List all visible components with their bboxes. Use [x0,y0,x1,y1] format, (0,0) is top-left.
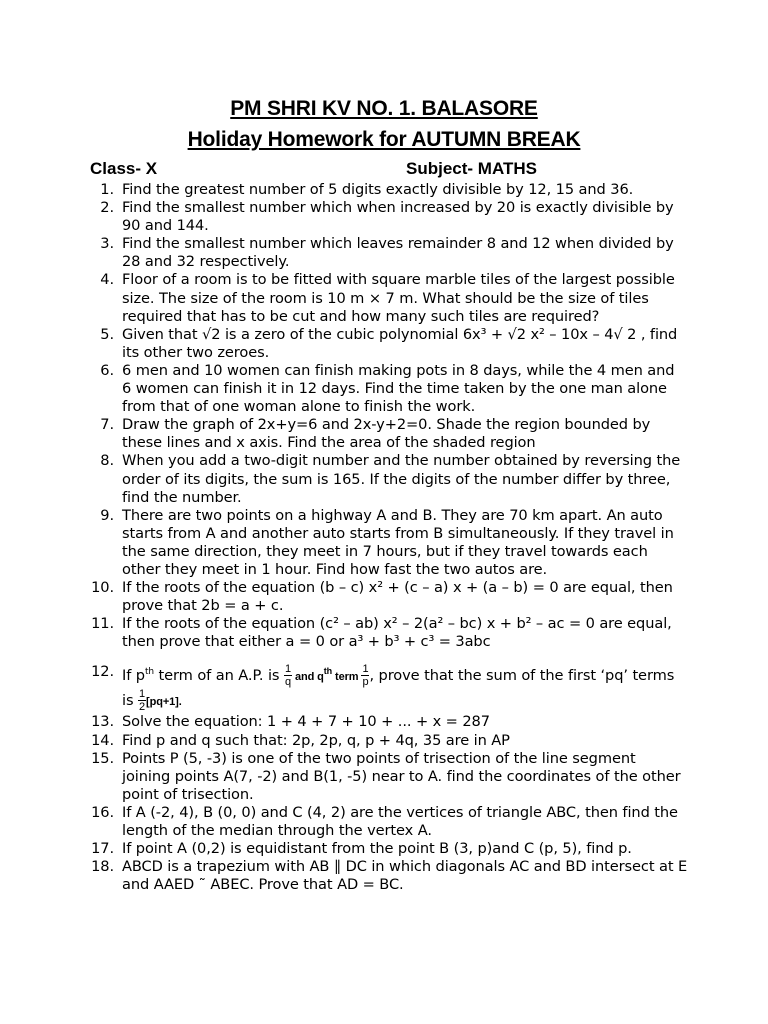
question-number: 10. [91,579,114,597]
question-item [0,271,768,325]
question-text: Find p and q such that: 2p, 2p, q, p + 4q, 35 are in AP [122,731,510,749]
question-item [0,362,768,416]
question-item [0,858,768,894]
question-number: 12. [91,663,114,681]
question-text: Draw the graph of 2x+y=6 and 2x-y+2=0. Shade the region bounded by these lines and x axis. Find the area of the shaded region [122,416,651,452]
question-list [0,181,768,894]
question-item [0,750,768,804]
homework-title: Holiday Homework for AUTUMN BREAK [187,128,581,151]
question-item [0,235,768,271]
question-item [0,804,768,840]
class-label: Class- X [90,159,158,178]
question-text: Solve the equation: 1 + 4 + 7 + 10 + ... + x = 287 [122,713,490,731]
question-text: 6 men and 10 women can finish making pots in 8 days, while the 4 men and 6 women can finish it in 12 days. Find the time taken by the one man alone from that of one woman alone to finish the work. [122,361,675,416]
question-number: 16. [91,803,114,821]
question-text: If the roots of the equation (b – c) x² + (c – a) x + (a – b) = 0 are equal, then prove that 2b = a + c. [122,579,673,615]
question-number: 17. [91,840,114,858]
question-number: 8. [100,452,114,470]
question-text: If A (-2, 4), B (0, 0) and C (4, 2) are the vertices of triangle ABC, then find the length of the median through the vertex A. [122,803,678,839]
question-item [0,713,768,731]
subject-label: Subject- MATHS [406,159,537,178]
fraction: $\frac{1}{q}$ [284,663,291,689]
question-number: 18. [91,858,114,876]
question-number: 15. [91,749,114,767]
fraction: $\frac{1}{p}$ [362,663,369,689]
question-number: 3. [100,235,114,253]
question-number: 6. [100,361,114,379]
question-item [0,507,768,579]
question-number: 13. [91,713,114,731]
question-number: 4. [100,271,114,289]
question-text: Find the smallest number which when increased by 20 is exactly divisible by 90 and 144. [122,199,674,235]
question-item [0,199,768,235]
question-item [0,452,768,506]
question-item [0,416,768,452]
question-item [0,579,768,615]
question-item [0,840,768,858]
question-item [0,651,768,713]
question-item [0,326,768,362]
question-text: Find the greatest number of 5 digits exactly divisible by 12, 15 and 36. [122,181,634,198]
question-text: ABCD is a trapezium with AB ∥ DC in which diagonals AC and BD intersect at E and AAED ˜ ABEC. Prove that AD = BC. [122,858,688,894]
question-item [0,732,768,750]
question-text: If $p^{th}$ term of an A.P. is $\frac{1}{q}$ and $q^{th}$ term $\frac{1}{p}$ , prove that the sum of the first ‘pq’ terms is $\frac{1}{2}$ [pq+1]. [122,663,675,714]
question-text: Points P (5, -3) is one of the two points of trisection of the line segment joining points A(7, -2) and B(1, -5) near to A. find the coordinates of the other point of trisection. [122,749,681,803]
question-text: When you add a two-digit number and the number obtained by reversing the order of its digits, the sum is 165. If the digits of the number differ by three, find the number. [122,452,681,506]
question-text: If point A (0,2) is equidistant from the point B (3, p)and C (p, 5), find p. [122,840,632,858]
question-text: Find the smallest number which leaves remainder 8 and 12 when divided by 28 and 32 respectively. [122,235,674,271]
school-title: PM SHRI KV NO. 1. BALASORE [230,97,538,120]
question-number: 2. [100,199,114,217]
question-item [0,181,768,199]
question-number: 14. [91,731,114,749]
question-number: 9. [100,506,114,524]
question-item [0,615,768,651]
question-text: If the roots of the equation (c² – ab) x² – 2(a² – bc) x + b² – ac = 0 are equal, then prove that either a = 0 or a³ + b³ + c³ = 3abc [122,615,672,651]
question-number: 7. [100,416,114,434]
question-text: Given that √2 is a zero of the cubic polynomial 6x³ + √2 x² – 10x – 4√ 2 , find its other two zeroes. [122,325,678,361]
question-number: 5. [100,325,114,343]
question-number: 11. [91,615,114,633]
question-text: There are two points on a highway A and B. They are 70 km apart. An auto starts from A and another auto starts from B simultaneously. If they travel in the same direction, they meet in 7 hours, but if they travel towards each other they meet in 1 hour. Find how fast the two autos are. [122,506,674,578]
question-number: 1. [100,181,114,198]
fraction: $\frac{1}{2}$ [139,688,146,714]
question-text: Floor of a room is to be fitted with square marble tiles of the largest possible size. The size of the room is 10 m × 7 m. What should be the size of tiles required that has to be cut and how many such tiles are required? [122,271,675,325]
